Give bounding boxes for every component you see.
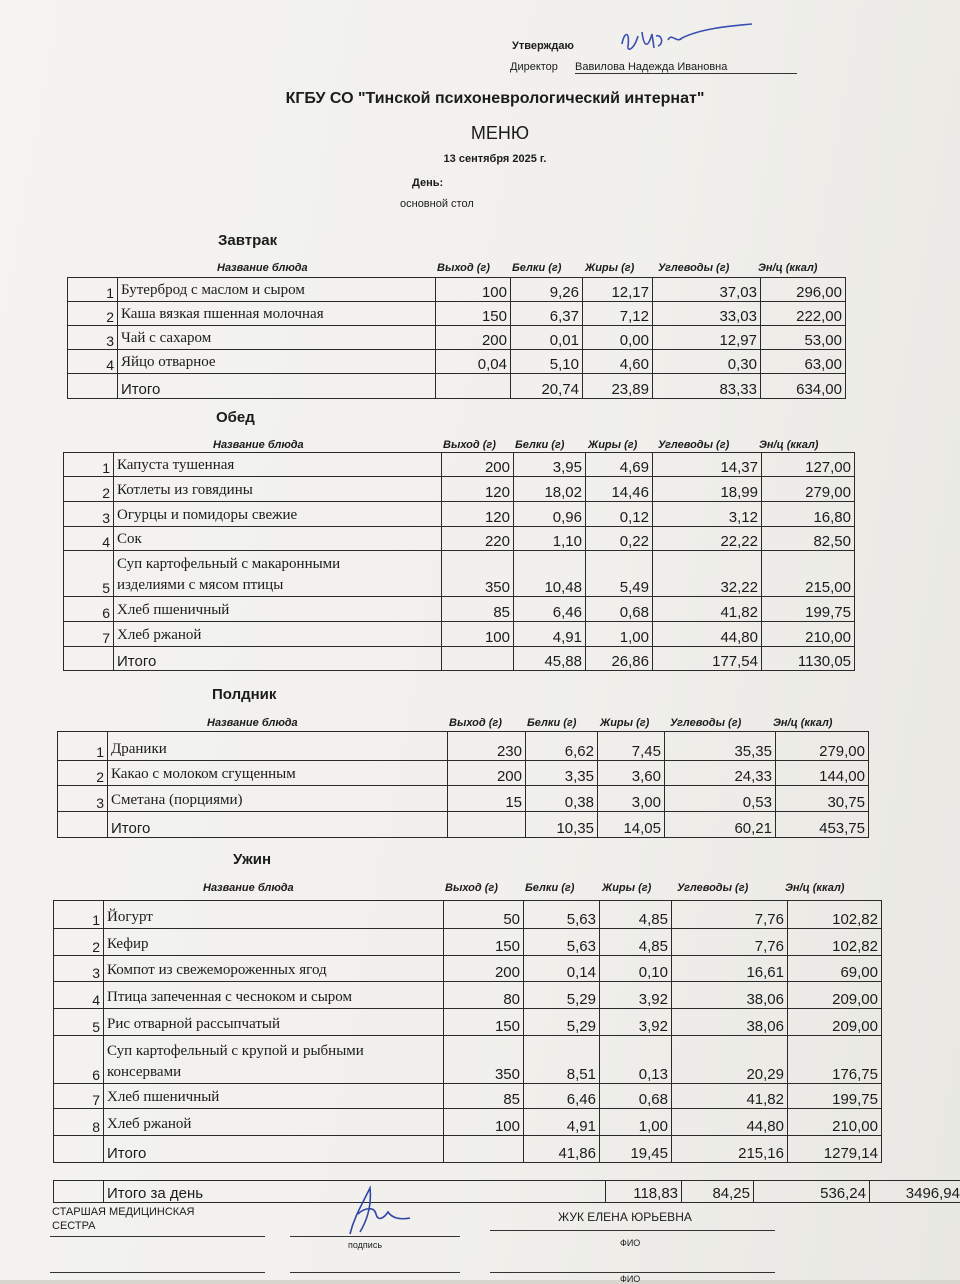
row-number: 5 <box>64 551 114 597</box>
row-number: 6 <box>54 1036 104 1084</box>
fat-value: 3,00 <box>598 786 665 812</box>
energy-value: 210,00 <box>788 1109 882 1136</box>
protein-value: 0,14 <box>524 956 600 982</box>
signature-label: подпись <box>348 1240 382 1250</box>
row-number: 4 <box>54 982 104 1009</box>
dish-name-line: Компот из свежемороженных ягод <box>107 960 440 981</box>
energy-value: 102,82 <box>788 929 882 956</box>
carbs-value: 3,12 <box>653 502 762 527</box>
table-row <box>54 929 882 956</box>
energy-value: 30,75 <box>776 786 869 812</box>
dish-name <box>104 1109 444 1136</box>
yield-value: 200 <box>448 761 526 786</box>
carbs-value: 7,76 <box>672 901 788 929</box>
carbs-value: 35,35 <box>665 732 776 761</box>
section-title: Ужин <box>233 851 271 868</box>
fat-value: 4,85 <box>600 901 672 929</box>
carbs-value: 0,53 <box>665 786 776 812</box>
total-label: Итого <box>108 812 448 838</box>
row-number: 3 <box>58 786 108 812</box>
total-label: Итого <box>118 374 436 399</box>
table-row <box>54 1036 882 1084</box>
day-total-row <box>54 1181 960 1203</box>
yield-value: 220 <box>442 527 514 551</box>
protein-value: 0,38 <box>526 786 598 812</box>
total-number-cell <box>54 1136 104 1163</box>
column-header-energy: Эн/ц (ккал) <box>759 439 818 451</box>
yield-value: 100 <box>436 278 511 302</box>
dish-name-line: консервами <box>107 1062 440 1083</box>
fat-value: 0,12 <box>586 502 653 527</box>
yield-value: 100 <box>442 622 514 647</box>
fio-label-bottom: ФИО <box>620 1274 640 1284</box>
column-header-protein: Белки (г) <box>525 882 574 894</box>
dish-name-line: Птица запеченная с чесноком и сыром <box>107 987 440 1008</box>
column-header-out: Выход (г) <box>437 262 490 274</box>
column-header-carbs: Углеводы (г) <box>670 717 741 729</box>
day-total-label: Итого за день <box>104 1181 606 1203</box>
total-fat: 19,45 <box>600 1136 672 1163</box>
table-row <box>64 527 855 551</box>
dish-name <box>118 302 436 326</box>
carbs-value: 20,29 <box>672 1036 788 1084</box>
energy-value: 279,00 <box>762 477 855 502</box>
day-label: День: <box>412 177 443 189</box>
fat-value: 3,92 <box>600 1009 672 1036</box>
column-header-fat: Жиры (г) <box>602 882 651 894</box>
day-total-carbs: 536,24 <box>754 1181 870 1203</box>
director-label: Директор <box>510 61 558 73</box>
dish-name <box>118 278 436 302</box>
row-number: 1 <box>58 732 108 761</box>
total-fat: 14,05 <box>598 812 665 838</box>
total-row <box>54 1136 882 1163</box>
column-header-carbs: Углеводы (г) <box>677 882 748 894</box>
fat-value: 0,22 <box>586 527 653 551</box>
meal-table <box>67 277 846 399</box>
meal-table <box>53 900 882 1163</box>
carbs-value: 38,06 <box>672 982 788 1009</box>
total-protein: 45,88 <box>514 647 586 671</box>
carbs-value: 44,80 <box>672 1109 788 1136</box>
carbs-value: 37,03 <box>653 278 761 302</box>
day-total-number-cell <box>54 1181 104 1203</box>
fat-value: 4,60 <box>583 350 653 374</box>
bottom-line-1 <box>50 1272 265 1273</box>
yield-value: 80 <box>444 982 524 1009</box>
yield-value: 50 <box>444 901 524 929</box>
column-header-name: Название блюда <box>203 882 294 894</box>
section-title: Полдник <box>212 686 276 703</box>
energy-value: 279,00 <box>776 732 869 761</box>
nurse-title-2: СЕСТРА <box>52 1220 96 1232</box>
table-row <box>64 551 855 597</box>
protein-value: 3,35 <box>526 761 598 786</box>
column-header-protein: Белки (г) <box>512 262 561 274</box>
protein-value: 5,29 <box>524 1009 600 1036</box>
fat-value: 0,00 <box>583 326 653 350</box>
table-row <box>54 1084 882 1109</box>
yield-value: 350 <box>444 1036 524 1084</box>
fat-value: 14,46 <box>586 477 653 502</box>
dish-name-line: Какао с молоком сгущенным <box>111 764 444 785</box>
yield-value: 200 <box>436 326 511 350</box>
dish-name-line: Чай с сахаром <box>121 328 432 349</box>
column-header-fat: Жиры (г) <box>588 439 637 451</box>
column-header-name: Название блюда <box>207 717 298 729</box>
energy-value: 222,00 <box>761 302 846 326</box>
carbs-value: 24,33 <box>665 761 776 786</box>
carbs-value: 22,22 <box>653 527 762 551</box>
dish-name-line: Суп картофельный с макаронными <box>117 554 438 575</box>
row-number: 7 <box>64 622 114 647</box>
protein-value: 0,96 <box>514 502 586 527</box>
energy-value: 199,75 <box>788 1084 882 1109</box>
carbs-value: 16,61 <box>672 956 788 982</box>
dish-name-line: Хлеб пшеничный <box>107 1087 440 1108</box>
fat-value: 3,92 <box>600 982 672 1009</box>
yield-value: 200 <box>444 956 524 982</box>
menu-date: 13 сентября 2025 г. <box>0 153 960 165</box>
energy-value: 127,00 <box>762 453 855 477</box>
dish-name <box>114 597 442 622</box>
protein-value: 9,26 <box>511 278 583 302</box>
nurse-line <box>50 1236 265 1237</box>
protein-value: 4,91 <box>524 1109 600 1136</box>
table-row <box>64 453 855 477</box>
dish-name <box>104 901 444 929</box>
total-row <box>64 647 855 671</box>
dish-name <box>114 527 442 551</box>
energy-value: 209,00 <box>788 982 882 1009</box>
fat-value: 4,69 <box>586 453 653 477</box>
total-energy: 1130,05 <box>762 647 855 671</box>
director-line <box>510 61 797 74</box>
total-yield-cell <box>442 647 514 671</box>
protein-value: 5,63 <box>524 929 600 956</box>
fat-value: 12,17 <box>583 278 653 302</box>
total-carbs: 215,16 <box>672 1136 788 1163</box>
nurse-signature <box>330 1178 420 1242</box>
total-energy: 634,00 <box>761 374 846 399</box>
energy-value: 144,00 <box>776 761 869 786</box>
meal-table <box>57 731 869 838</box>
column-header-out: Выход (г) <box>443 439 496 451</box>
yield-value: 120 <box>442 502 514 527</box>
energy-value: 296,00 <box>761 278 846 302</box>
protein-value: 5,10 <box>511 350 583 374</box>
dish-name-line: Капуста тушенная <box>117 455 438 476</box>
total-number-cell <box>68 374 118 399</box>
column-header-protein: Белки (г) <box>527 717 576 729</box>
row-number: 5 <box>54 1009 104 1036</box>
fat-value: 5,49 <box>586 551 653 597</box>
row-number: 8 <box>54 1109 104 1136</box>
fat-value: 0,13 <box>600 1036 672 1084</box>
table-row <box>54 1009 882 1036</box>
total-carbs: 83,33 <box>653 374 761 399</box>
energy-value: 215,00 <box>762 551 855 597</box>
column-header-energy: Эн/ц (ккал) <box>785 882 844 894</box>
nurse-name-line <box>490 1230 775 1231</box>
carbs-value: 14,37 <box>653 453 762 477</box>
protein-value: 0,01 <box>511 326 583 350</box>
dish-name-line: Бутерброд с маслом и сыром <box>121 280 432 301</box>
fat-value: 1,00 <box>586 622 653 647</box>
section-title: Завтрак <box>218 232 277 249</box>
fat-value: 4,85 <box>600 929 672 956</box>
dish-name-line: Кефир <box>107 934 440 955</box>
fio-label: ФИО <box>620 1238 640 1248</box>
total-yield-cell <box>448 812 526 838</box>
dish-name <box>114 477 442 502</box>
column-header-protein: Белки (г) <box>515 439 564 451</box>
column-header-name: Название блюда <box>213 439 304 451</box>
dish-name-line: Яйцо отварное <box>121 352 432 373</box>
row-number: 1 <box>64 453 114 477</box>
yield-value: 150 <box>436 302 511 326</box>
page-title: МЕНЮ <box>0 123 960 144</box>
row-number: 1 <box>68 278 118 302</box>
yield-value: 85 <box>442 597 514 622</box>
nurse-title-1: СТАРШАЯ МЕДИЦИНСКАЯ <box>52 1206 195 1218</box>
yield-value: 100 <box>444 1109 524 1136</box>
energy-value: 209,00 <box>788 1009 882 1036</box>
fat-value: 1,00 <box>600 1109 672 1136</box>
dish-name <box>108 761 448 786</box>
table-row <box>68 350 846 374</box>
dish-name <box>108 732 448 761</box>
dish-name-line: Сок <box>117 529 438 550</box>
dish-name <box>104 1084 444 1109</box>
total-protein: 20,74 <box>511 374 583 399</box>
dish-name <box>114 453 442 477</box>
row-number: 4 <box>68 350 118 374</box>
carbs-value: 44,80 <box>653 622 762 647</box>
table-row <box>58 732 869 761</box>
table-row <box>58 761 869 786</box>
total-energy: 1279,14 <box>788 1136 882 1163</box>
fat-value: 0,68 <box>600 1084 672 1109</box>
table-row <box>54 901 882 929</box>
table-row <box>64 597 855 622</box>
total-fat: 26,86 <box>586 647 653 671</box>
fat-value: 7,45 <box>598 732 665 761</box>
row-number: 2 <box>68 302 118 326</box>
dish-name <box>114 502 442 527</box>
director-name: Вавилова Надежда Ивановна <box>575 61 797 74</box>
dish-name <box>104 1009 444 1036</box>
fat-value: 3,60 <box>598 761 665 786</box>
carbs-value: 12,97 <box>653 326 761 350</box>
dish-name <box>118 326 436 350</box>
carbs-value: 18,99 <box>653 477 762 502</box>
total-label: Итого <box>104 1136 444 1163</box>
yield-value: 350 <box>442 551 514 597</box>
energy-value: 82,50 <box>762 527 855 551</box>
row-number: 1 <box>54 901 104 929</box>
table-row <box>64 622 855 647</box>
row-number: 3 <box>64 502 114 527</box>
organization-name: КГБУ СО "Тинской психоневрологический интернат" <box>0 90 960 108</box>
bottom-line-2 <box>290 1272 460 1273</box>
table-row <box>68 302 846 326</box>
carbs-value: 41,82 <box>653 597 762 622</box>
dish-name <box>114 551 442 597</box>
bottom-line-3 <box>490 1272 775 1273</box>
total-protein: 41,86 <box>524 1136 600 1163</box>
row-number: 4 <box>64 527 114 551</box>
total-energy: 453,75 <box>776 812 869 838</box>
protein-value: 4,91 <box>514 622 586 647</box>
fat-value: 7,12 <box>583 302 653 326</box>
total-number-cell <box>58 812 108 838</box>
energy-value: 53,00 <box>761 326 846 350</box>
day-total-protein: 118,83 <box>606 1181 682 1203</box>
dish-name-line: Котлеты из говядины <box>117 480 438 501</box>
fat-value: 0,10 <box>600 956 672 982</box>
dish-name-line: Суп картофельный с крупой и рыбными <box>107 1041 440 1062</box>
table-kind: основной стол <box>400 198 474 210</box>
yield-value: 150 <box>444 1009 524 1036</box>
energy-value: 63,00 <box>761 350 846 374</box>
carbs-value: 38,06 <box>672 1009 788 1036</box>
column-header-energy: Эн/ц (ккал) <box>758 262 817 274</box>
total-row <box>68 374 846 399</box>
protein-value: 10,48 <box>514 551 586 597</box>
dish-name <box>104 929 444 956</box>
total-carbs: 60,21 <box>665 812 776 838</box>
dish-name <box>118 350 436 374</box>
yield-value: 120 <box>442 477 514 502</box>
energy-value: 69,00 <box>788 956 882 982</box>
column-header-fat: Жиры (г) <box>600 717 649 729</box>
column-header-name: Название блюда <box>217 262 308 274</box>
total-label: Итого <box>114 647 442 671</box>
dish-name-line: Сметана (порциями) <box>111 790 444 811</box>
energy-value: 210,00 <box>762 622 855 647</box>
column-header-energy: Эн/ц (ккал) <box>773 717 832 729</box>
table-row <box>64 477 855 502</box>
carbs-value: 32,22 <box>653 551 762 597</box>
dish-name-line: Драники <box>111 739 444 760</box>
column-header-carbs: Углеводы (г) <box>658 262 729 274</box>
dish-name-line: Каша вязкая пшенная молочная <box>121 304 432 325</box>
day-total-energy: 3496,94 <box>870 1181 960 1203</box>
protein-value: 1,10 <box>514 527 586 551</box>
protein-value: 5,63 <box>524 901 600 929</box>
row-number: 6 <box>64 597 114 622</box>
dish-name-line: Хлеб ржаной <box>107 1114 440 1135</box>
dish-name-line: Хлеб ржаной <box>117 625 438 646</box>
director-signature <box>612 22 762 58</box>
table-row <box>54 1109 882 1136</box>
yield-value: 85 <box>444 1084 524 1109</box>
energy-value: 199,75 <box>762 597 855 622</box>
table-row <box>54 982 882 1009</box>
column-header-carbs: Углеводы (г) <box>658 439 729 451</box>
table-row <box>58 786 869 812</box>
protein-value: 18,02 <box>514 477 586 502</box>
total-protein: 10,35 <box>526 812 598 838</box>
day-total-table <box>53 1180 960 1203</box>
carbs-value: 33,03 <box>653 302 761 326</box>
yield-value: 15 <box>448 786 526 812</box>
protein-value: 6,46 <box>524 1084 600 1109</box>
dish-name <box>114 622 442 647</box>
dish-name-line: Йогурт <box>107 907 440 928</box>
table-row <box>68 278 846 302</box>
dish-name <box>104 1036 444 1084</box>
approve-label: Утверждаю <box>512 40 574 52</box>
dish-name-line: изделиями с мясом птицы <box>117 575 438 596</box>
row-number: 7 <box>54 1084 104 1109</box>
yield-value: 150 <box>444 929 524 956</box>
protein-value: 8,51 <box>524 1036 600 1084</box>
protein-value: 5,29 <box>524 982 600 1009</box>
row-number: 3 <box>68 326 118 350</box>
row-number: 3 <box>54 956 104 982</box>
section-title: Обед <box>216 409 255 426</box>
table-row <box>64 502 855 527</box>
table-row <box>68 326 846 350</box>
total-number-cell <box>64 647 114 671</box>
meal-table <box>63 452 855 671</box>
dish-name-line: Рис отварной рассыпчатый <box>107 1014 440 1035</box>
total-fat: 23,89 <box>583 374 653 399</box>
row-number: 2 <box>64 477 114 502</box>
nurse-name: ЖУК ЕЛЕНА ЮРЬЕВНА <box>558 1210 692 1224</box>
column-header-out: Выход (г) <box>445 882 498 894</box>
carbs-value: 7,76 <box>672 929 788 956</box>
protein-value: 6,46 <box>514 597 586 622</box>
fat-value: 0,68 <box>586 597 653 622</box>
energy-value: 176,75 <box>788 1036 882 1084</box>
energy-value: 102,82 <box>788 901 882 929</box>
total-row <box>58 812 869 838</box>
yield-value: 0,04 <box>436 350 511 374</box>
dish-name-line: Хлеб пшеничный <box>117 600 438 621</box>
column-header-out: Выход (г) <box>449 717 502 729</box>
day-total-fat: 84,25 <box>682 1181 754 1203</box>
dish-name <box>104 956 444 982</box>
dish-name-line: Огурцы и помидоры свежие <box>117 505 438 526</box>
row-number: 2 <box>54 929 104 956</box>
energy-value: 16,80 <box>762 502 855 527</box>
dish-name <box>104 982 444 1009</box>
protein-value: 6,37 <box>511 302 583 326</box>
carbs-value: 41,82 <box>672 1084 788 1109</box>
column-header-fat: Жиры (г) <box>585 262 634 274</box>
row-number: 2 <box>58 761 108 786</box>
protein-value: 6,62 <box>526 732 598 761</box>
yield-value: 200 <box>442 453 514 477</box>
carbs-value: 0,30 <box>653 350 761 374</box>
protein-value: 3,95 <box>514 453 586 477</box>
table-row <box>54 956 882 982</box>
total-yield-cell <box>444 1136 524 1163</box>
yield-value: 230 <box>448 732 526 761</box>
total-carbs: 177,54 <box>653 647 762 671</box>
total-yield-cell <box>436 374 511 399</box>
dish-name <box>108 786 448 812</box>
